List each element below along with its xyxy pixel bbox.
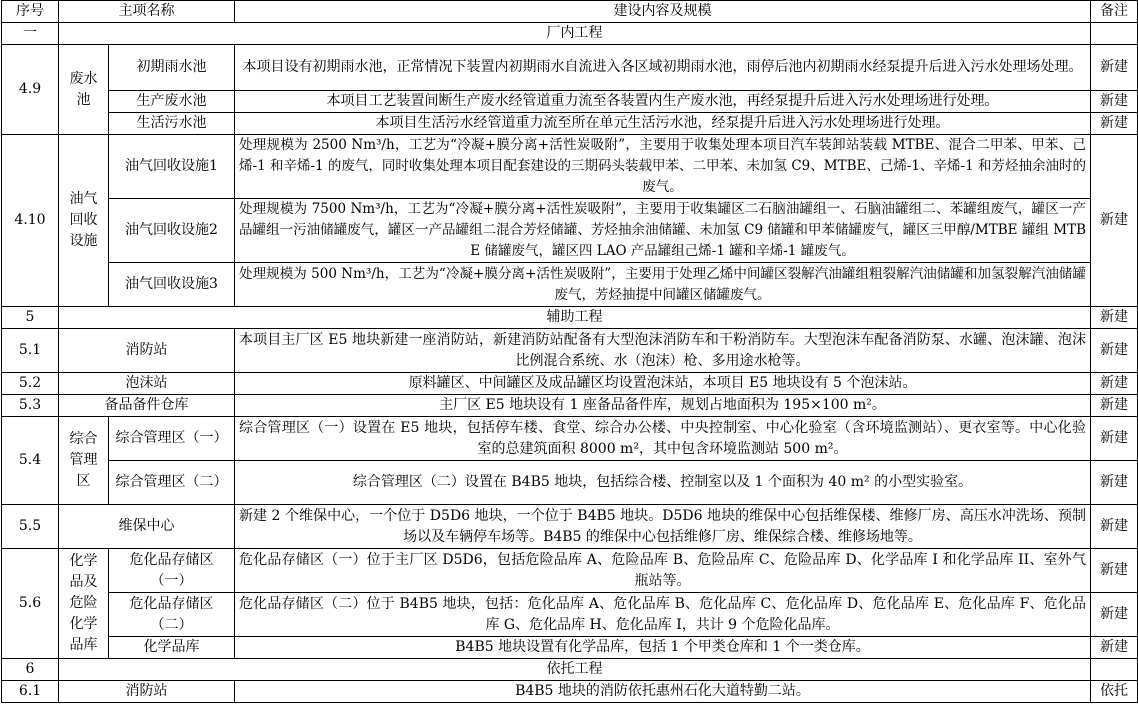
row-seq: 4.9 xyxy=(2,45,59,135)
item-content: 综合管理区（二）设置在 B4B5 地块，包括综合楼、控制室以及 1 个面积为 40 m² 的小型实验室。 xyxy=(235,461,1091,505)
row-seq: 5.5 xyxy=(2,505,59,549)
row-seq: 4.10 xyxy=(2,135,59,307)
table-row xyxy=(2,681,1138,703)
header-remark: 备注 xyxy=(1091,1,1138,23)
item-content: 本项目生活污水经管道重力流至所在单元生活污水池，经泵提升后进入污水处理场进行处理。 xyxy=(235,113,1091,135)
item-name: 综合管理区（二） xyxy=(109,461,235,505)
item-content: 处理规模为 500 Nm³/h，工艺为“冷凝+膜分离+活性炭吸附”，主要用于处理乙烯中间罐区裂解汽油罐组粗裂解汽油储罐和加氢裂解汽油储罐废气，芳烃抽提中间罐区储罐废气。 xyxy=(235,263,1091,307)
row-seq: 5.6 xyxy=(2,549,59,659)
item-name: 消防站 xyxy=(59,329,235,373)
table-row xyxy=(2,461,1138,505)
section-title: 依托工程 xyxy=(59,659,1091,681)
group-name: 油气回收设施 xyxy=(59,135,109,307)
item-remark: 新建 xyxy=(1091,505,1138,549)
item-remark: 依托 xyxy=(1091,681,1138,703)
item-content: 处理规模为 7500 Nm³/h，工艺为“冷凝+膜分离+活性炭吸附”，主要用于收集罐区二石脑油罐组一、石脑油罐组二、苯罐组废气，罐区一产品罐组一污油储罐废气，罐区一产品罐组二混合芳烃储罐、芳烃抽余油储罐、未加氢 C9 储罐和甲苯储罐废气，罐区三甲醇/MTBE 罐组 MTBE 储罐废气，罐区四 LAO 产品罐组己烯-1 罐和辛烯-1 罐废气。 xyxy=(235,199,1091,263)
item-content: 处理规模为 2500 Nm³/h，工艺为“冷凝+膜分离+活性炭吸附”，主要用于收集处理本项目汽车装卸站装载 MTBE、混合二甲苯、甲苯、己烯-1 和辛烯-1 的废气，同时收集处理本项目配套建设的三期码头装载甲苯、二甲苯、未加氢 C9、MTBE、己烯-1、辛烯-1 和芳烃抽余油时的废气。 xyxy=(235,135,1091,199)
table-row xyxy=(2,113,1138,135)
item-name: 综合管理区（一） xyxy=(109,417,235,461)
table-row xyxy=(2,45,1138,91)
section-remark: 新建 xyxy=(1091,307,1138,329)
item-remark: 新建 xyxy=(1091,637,1138,659)
item-content: 本项目工艺装置间断生产废水经管道重力流至各装置内生产废水池，再经泵提升后进入污水处理场进行处理。 xyxy=(235,91,1091,113)
row-seq: 5.4 xyxy=(2,417,59,505)
section-remark xyxy=(1091,659,1138,681)
item-content: B4B5 地块设置有化学品库，包括 1 个甲类仓库和 1 个一类仓库。 xyxy=(235,637,1091,659)
item-content: 危化品存储区（二）位于 B4B5 地块，包括：危化品库 A、危化品库 B、危化品库 C、危化品库 D、危化品库 E、危化品库 F、危化品库 G、危化品库 H、危化品库 I，共计 9 个危险化品库。 xyxy=(235,593,1091,637)
item-name: 泡沫站 xyxy=(59,373,235,395)
section-remark xyxy=(1091,23,1138,45)
section-title: 厂内工程 xyxy=(59,23,1091,45)
item-remark: 新建 xyxy=(1091,373,1138,395)
item-remark: 新建 xyxy=(1091,395,1138,417)
table-row xyxy=(2,135,1138,199)
group-name: 废水池 xyxy=(59,45,109,135)
row-seq: 6.1 xyxy=(2,681,59,703)
item-name: 化学品库 xyxy=(109,637,235,659)
group-name: 综合管理区 xyxy=(59,417,109,505)
item-content: 本项目设有初期雨水池，正常情况下装置内初期雨水自流进入各区域初期雨水池，雨停后池内初期雨水经泵提升后进入污水处理场处理。 xyxy=(235,45,1091,91)
table-row xyxy=(2,329,1138,373)
item-content: 主厂区 E5 地块设有 1 座备品备件库，规划占地面积为 195×100 m²。 xyxy=(235,395,1091,417)
section-seq: 5 xyxy=(2,307,59,329)
table-row xyxy=(2,417,1138,461)
item-name: 生产废水池 xyxy=(109,91,235,113)
item-remark: 新建 xyxy=(1091,549,1138,593)
table-row xyxy=(2,263,1138,307)
project-construction-table xyxy=(1,0,1138,703)
item-remark: 新建 xyxy=(1091,91,1138,113)
item-name: 生活污水池 xyxy=(109,113,235,135)
item-content: 新建 2 个维保中心，一个位于 D5D6 地块，一个位于 B4B5 地块。D5D6 地块的维保中心包括维保楼、维修厂房、高压水冲洗场、预制场以及车辆停车场等。B4B5 的维保中心包括维修厂房、维保综合楼、维修场地等。 xyxy=(235,505,1091,549)
table-row xyxy=(2,91,1138,113)
item-name: 消防站 xyxy=(59,681,235,703)
header-row xyxy=(2,1,1138,23)
table-row xyxy=(2,395,1138,417)
header-content: 建设内容及规模 xyxy=(235,1,1091,23)
item-name: 油气回收设施1 xyxy=(109,135,235,199)
item-remark: 新建 xyxy=(1091,135,1138,307)
header-item: 主项名称 xyxy=(59,1,235,23)
item-remark: 新建 xyxy=(1091,461,1138,505)
section-title: 辅助工程 xyxy=(59,307,1091,329)
item-name: 备品备件仓库 xyxy=(59,395,235,417)
item-name: 危化品存储区（一） xyxy=(109,549,235,593)
table-row xyxy=(2,505,1138,549)
section-row xyxy=(2,307,1138,329)
group-name: 化学品及危险化学品库 xyxy=(59,549,109,659)
table-row xyxy=(2,199,1138,263)
item-name: 油气回收设施2 xyxy=(109,199,235,263)
item-content: 本项目主厂区 E5 地块新建一座消防站，新建消防站配备有大型泡沫消防车和干粉消防车。大型泡沫车配备消防泵、水罐、泡沫罐、泡沫比例混合系统、水（泡沫）枪、多用途水枪等。 xyxy=(235,329,1091,373)
row-seq: 5.3 xyxy=(2,395,59,417)
section-row xyxy=(2,23,1138,45)
item-remark: 新建 xyxy=(1091,593,1138,637)
section-seq: 一 xyxy=(2,23,59,45)
table-row xyxy=(2,549,1138,593)
item-content: 危化品存储区（一）位于主厂区 D5D6，包括危险品库 A、危险品库 B、危险品库 C、危险品库 D、化学品库 I 和化学品库 II、室外气瓶站等。 xyxy=(235,549,1091,593)
table-row xyxy=(2,637,1138,659)
item-remark: 新建 xyxy=(1091,329,1138,373)
item-name: 油气回收设施3 xyxy=(109,263,235,307)
row-seq: 5.2 xyxy=(2,373,59,395)
table-row xyxy=(2,373,1138,395)
header-seq: 序号 xyxy=(2,1,59,23)
item-name: 维保中心 xyxy=(59,505,235,549)
section-seq: 6 xyxy=(2,659,59,681)
row-seq: 5.1 xyxy=(2,329,59,373)
item-content: 综合管理区（一）设置在 E5 地块，包括停车楼、食堂、综合办公楼、中央控制室、中心化验室（含环境监测站）、更衣室等。中心化验室的总建筑面积 8000 m²，其中包含环境监测站 500 m²。 xyxy=(235,417,1091,461)
item-name: 初期雨水池 xyxy=(109,45,235,91)
item-content: 原料罐区、中间罐区及成品罐区均设置泡沫站，本项目 E5 地块设有 5 个泡沫站。 xyxy=(235,373,1091,395)
table-row xyxy=(2,593,1138,637)
item-name: 危化品存储区（二） xyxy=(109,593,235,637)
section-row xyxy=(2,659,1138,681)
item-content: B4B5 地块的消防依托惠州石化大道特勤二站。 xyxy=(235,681,1091,703)
item-remark: 新建 xyxy=(1091,417,1138,461)
item-remark: 新建 xyxy=(1091,113,1138,135)
item-remark: 新建 xyxy=(1091,45,1138,91)
